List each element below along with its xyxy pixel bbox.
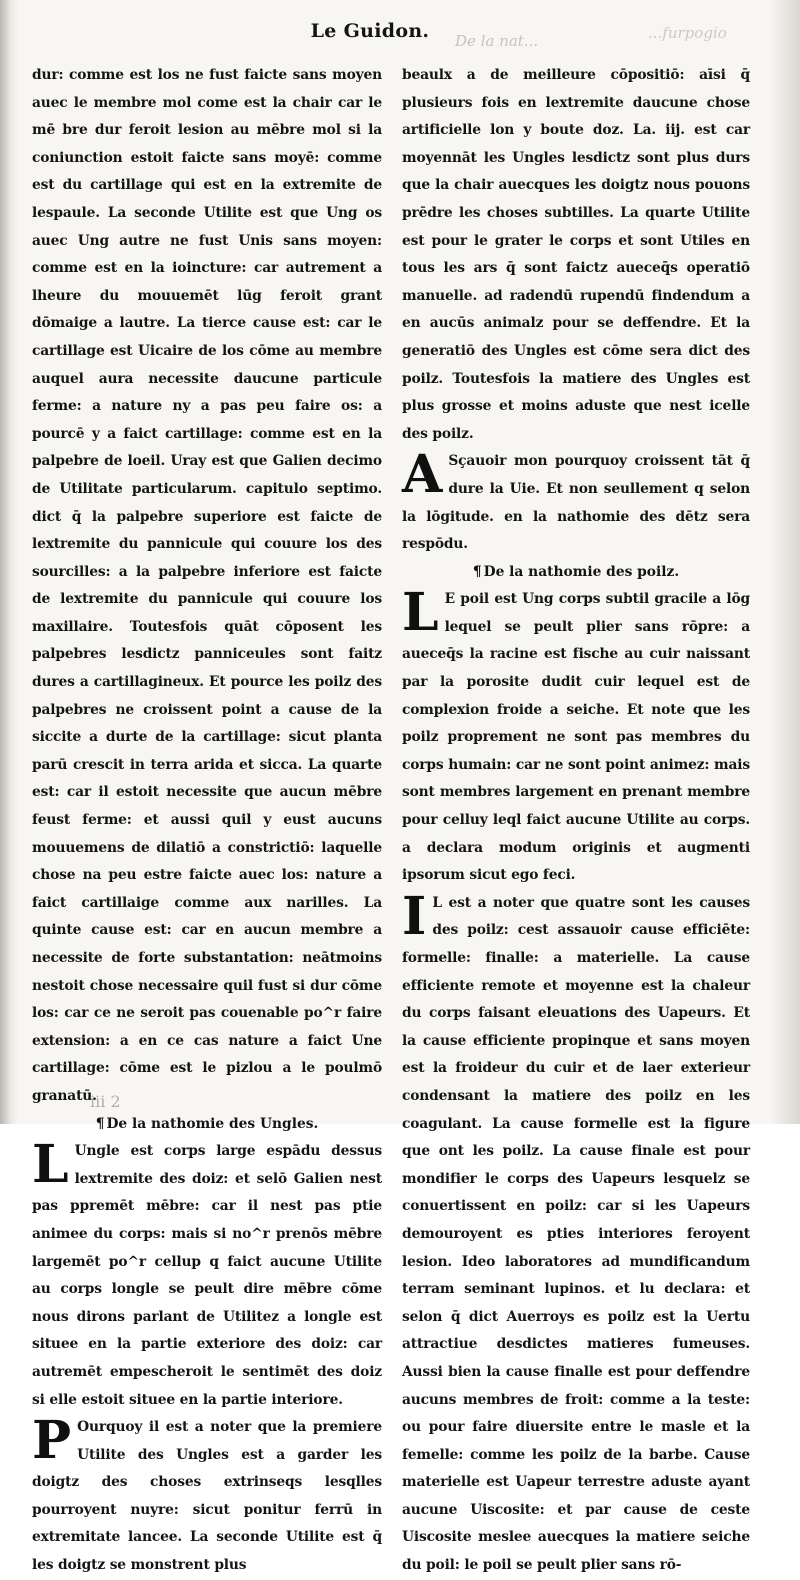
- bleed-through-text-right: ...furpogio: [648, 24, 727, 42]
- right-paragraph-3: [402, 582, 750, 890]
- left-paragraph-1: dur: comme est los ne fust faicte sans moyen auec le membre mol come est la chair car le mē bre dur feroit lesion au mēbre mol si la coniunction estoit faicte sans moyē: comme est du cartillage qui est en la extremite de lespaule. La seconde Utilite est que Ung os auec Ung autre ne fust Unis sans moyen: comme est en la ioincture: car autrement a lheure du mouuemēt lūg feroit grant dōmaige a lautre. La tierce cause est: car le cartillage est Uicaire de los cōme au membre auquel aura necessite daucune particule ferme: a nature ny a pas peu faire os: a pourcē y a faict cartillage: comme est en la palpebre de loeil. Uray est que Galien decimo de Utilitate particularum. capitulo septimo. dict q̄ la palpebre superiore est faicte de lextremite du pannicule qui couure los des sourcilles: a la palpebre inferiore est faicte de lextremite du pannicule qui couure los maxillaire. Toutesfois quāt cōposent les palpebres lesdictz panniceules sont faitz dures a cartillagineux. Et pource les poilz des palpebres ne croissent point a cause de la siccite a durte de la cartillage: sicut planta parū crescit in terra arida et sicca. La quarte est: car il estoit necessite que aucun mēbre feust ferme: et aussi quil y eust aucuns mouuemens de dilatiō a constrictiō: laquelle chose na peu estre faicte auec los: nature a faict cartillaige comme aux narilles. La quinte cause est: car en aucun membre a necessite de forte substantation: neātmoins nestoit chose necessaire quil fust si dur cōme los: car ce ne seroit pas couenable po^r faire extension: a en ce cas nature a faict Une cartillage: cōme est le pizlou a le poulmō granatū.: [32, 67, 382, 1104]
- paragraph-mark-icon: ¶: [472, 563, 482, 580]
- drop-cap-initial: L: [402, 582, 439, 644]
- page-signature-mark: iii 2: [90, 1092, 121, 1111]
- drop-cap-initial: L: [32, 1134, 69, 1196]
- left-paragraph-2: [32, 1134, 382, 1414]
- section-heading-text: De la nathomie des Ungles.: [106, 1115, 319, 1132]
- drop-cap-initial: P: [32, 1410, 72, 1472]
- left-paragraph-3-text: Ourquoy il est a noter que la premiere Utilite des Ungles est a garder les doigtz des choses extrinseqs lesqlles pourroyent nuyre: sicut ponitur ferrū in extremitate lancee. La seconde Utilite est q̄ les doigtz se monstrent plus: [32, 1419, 382, 1574]
- right-paragraph-4: [402, 885, 750, 1580]
- section-heading-poilz: [402, 559, 750, 587]
- section-heading-ungles: [32, 1111, 382, 1139]
- drop-cap-initial: A: [402, 444, 443, 506]
- right-paragraph-3-text: E poil est Ung corps subtil gracile a lōg lequel se peult plier sans rōpre: a aueceq̄s la racine est fische au cuir naissant par la porosite dudit cuir lequel est de complexion froide a seiche. Et note que les poilz proprement ne sont pas membres du corps humain: car ne sont point animez: mais sont membres largement en prenant membre pour celluy leql faict aucune Utilite au corps. a declara modum originis et augmenti ipsorum sicut ego feci.: [402, 591, 750, 884]
- bleed-through-text-left: De la nat...: [455, 32, 539, 50]
- right-paragraph-1: beaulx a de meilleure cōpositiō: aīsi q̄ plusieurs fois en lextremite daucune chose artificielle lon y boute doz. La. iij. est car moyennāt les Ungles lesdictz sont plus durs que la chair auecques les doigtz nous pouons prēdre les choses subtilles. La quarte Utilite est pour le grater le corps et sont Utiles en tous les ars q̄ sont faictz aueceq̄s operatiō manuelle. ad radendū rupendū findendum a en aucūs animalz pour se deffendre. Et la generatiō des Ungles est cōme sera dict des poilz. Toutesfois la matiere des Ungles est plus grosse et moins aduste que nest icelle des poilz.: [402, 67, 750, 442]
- running-head: [0, 14, 800, 48]
- right-column: [402, 62, 750, 1580]
- right-paragraph-2-text: Sçauoir mon pourquoy croissent tāt q̄ dure la Uie. Et non seullement q selon la lōgitude. en la nathomie des dētz sera respōdu.: [402, 453, 750, 553]
- running-title: Le Guidon.: [310, 20, 430, 42]
- gutter-shadow: [0, 0, 18, 1124]
- right-paragraph-2: [402, 444, 750, 558]
- left-column: [32, 62, 382, 1580]
- paragraph-mark-icon: ¶: [95, 1115, 105, 1132]
- section-heading-text: De la nathomie des poilz.: [483, 563, 680, 580]
- right-paragraph-4-text: L est a noter que quatre sont les causes des poilz: cest assauoir cause efficiēte: formelle: finalle: a materielle. La cause efficiente remote et moyenne est la chaleur du corps faisant eleuations des Uapeurs. Et la cause efficiente propinque et sans moyen est la froideur du cuir et de laer exterieur condensant la matiere des poilz en les coagulant. La cause formelle est la figure que ont les poilz. La cause finale est pour mondifier le corps des Uapeurs lesquelz se conuertissent en poilz: car si les Uapeurs demouroyent es pties interiores feroyent lesion. Ideo laboratores ad mundificandum terram seminant lupinos. et lu declara: et selon q̄ dict Auerroys es poilz est la Uertu attractiue desdictes matieres fumeuses. Aussi bien la cause finalle est pour deffendre aucuns membres de froit: comme a la teste: ou pour faire diuersite entre le masle et la femelle: comme les poilz de la barbe. Cause materielle est Uapeur terrestre aduste ayant aucune Uiscosite: et par cause de ceste Uiscosite meslee auecques la matiere seiche du poil: le poil se peult plier sans rō-: [402, 894, 750, 1574]
- left-paragraph-2-text: Ungle est corps large espādu dessus lextremite des doiz: et selō Galien nest pas ppremēt mēbre: car il nest pas ptie animee du corps: mais si no^r prenōs mēbre largemēt po^r cellup q faict aucune Utilite au corps longle se peult dire mēbre cōme nous dirons parlant de Utilitez a longle est situee en la partie exteriore des doiz: car autremēt empescheroit le sentimēt des doiz si elle estoit situee en la partie interiore.: [32, 1143, 382, 1408]
- left-paragraph-3: [32, 1410, 382, 1580]
- page-edge-shadow: [770, 0, 800, 1124]
- drop-cap-initial: I: [402, 885, 427, 947]
